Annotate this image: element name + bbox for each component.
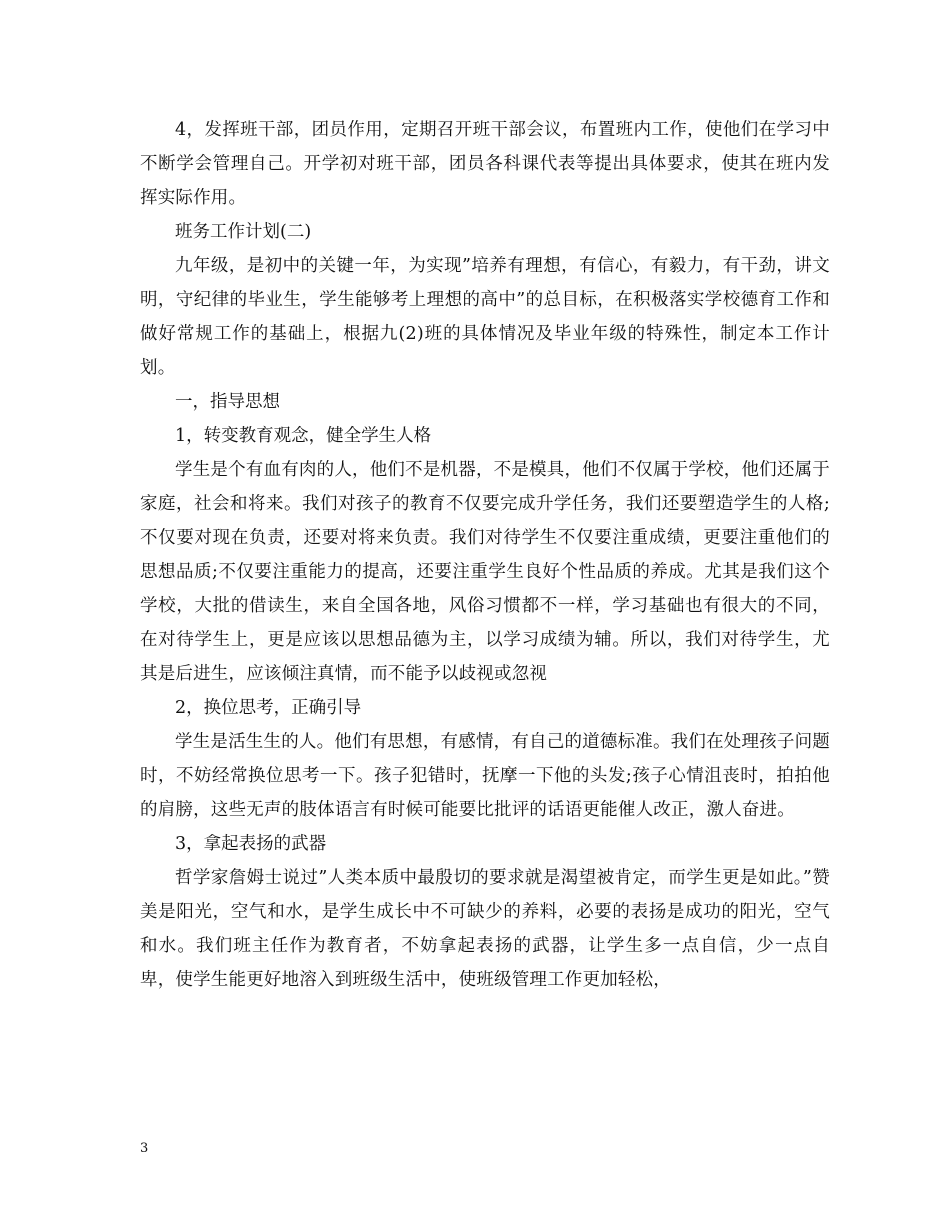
heading-empathy-guidance: 2，换位思考，正确引导 [175, 698, 362, 718]
section-title-class-plan-two: 班务工作计划(二) [175, 222, 312, 242]
heading-praise-weapon: 3，拿起表扬的武器 [175, 834, 327, 854]
paragraph-praise: 哲学家詹姆士说过”人类本质中最殷切的要求就是渴望被肯定，而学生更是如此。”赞美是阳光，空气和水，是学生成长中不可缺少的养料，必要的表扬是成功的阳光，空气和水。我们班主任作为教育者，不妨拿起表扬的武器，让学生多一点自信，少一点自卑，使学生能更好地溶入到班级生活中，使班级管理工作更加轻松， [140, 868, 830, 990]
page-number: 3 [140, 1141, 149, 1156]
paragraph-student-personality: 学生是个有血有肉的人，他们不是机器，不是模具，他们不仅属于学校，他们还属于家庭，社会和将来。我们对孩子的教育不仅要完成升学任务，我们还要塑造学生的人格;不仅要对现在负责，还要对将来负责。我们对待学生不仅要注重成绩，更要注重他们的思想品质;不仅要注重能力的提高，还要注重学生良好个性品质的养成。尤其是我们这个学校，大批的借读生，来自全国各地，风俗习惯都不一样，学习基础也有很大的不同，在对待学生上，更是应该以思想品德为主，以学习成绩为辅。所以，我们对待学生，尤其是后进生，应该倾注真情，而不能予以歧视或忽视 [140, 460, 830, 684]
paragraph-empathy: 学生是活生生的人。他们有思想，有感情，有自己的道德标准。我们在处理孩子问题时，不妨经常换位思考一下。孩子犯错时，抚摩一下他的头发;孩子心情沮丧时，拍拍他的肩膀，这些无声的肢体语言有时候可能要比批评的话语更能催人改正，激人奋进。 [140, 732, 830, 820]
paragraph-grade-nine-intro: 九年级，是初中的关键一年，为实现”培养有理想，有信心，有毅力，有干劲，讲文明，守纪律的毕业生，学生能够考上理想的高中”的总目标，在积极落实学校德育工作和做好常规工作的基础上，根据九(2)班的具体情况及毕业年级的特殊性，制定本工作计划。 [140, 256, 830, 378]
document-body [140, 113, 830, 997]
heading-guiding-ideology: 一，指导思想 [175, 392, 280, 412]
paragraph-cadre-role: 4，发挥班干部，团员作用，定期召开班干部会议，布置班内工作，使他们在学习中不断学会管理自己。开学初对班干部，团员各科课代表等提出具体要求，使其在班内发挥实际作用。 [140, 120, 830, 208]
heading-change-education-concept: 1，转变教育观念，健全学生人格 [175, 426, 432, 446]
